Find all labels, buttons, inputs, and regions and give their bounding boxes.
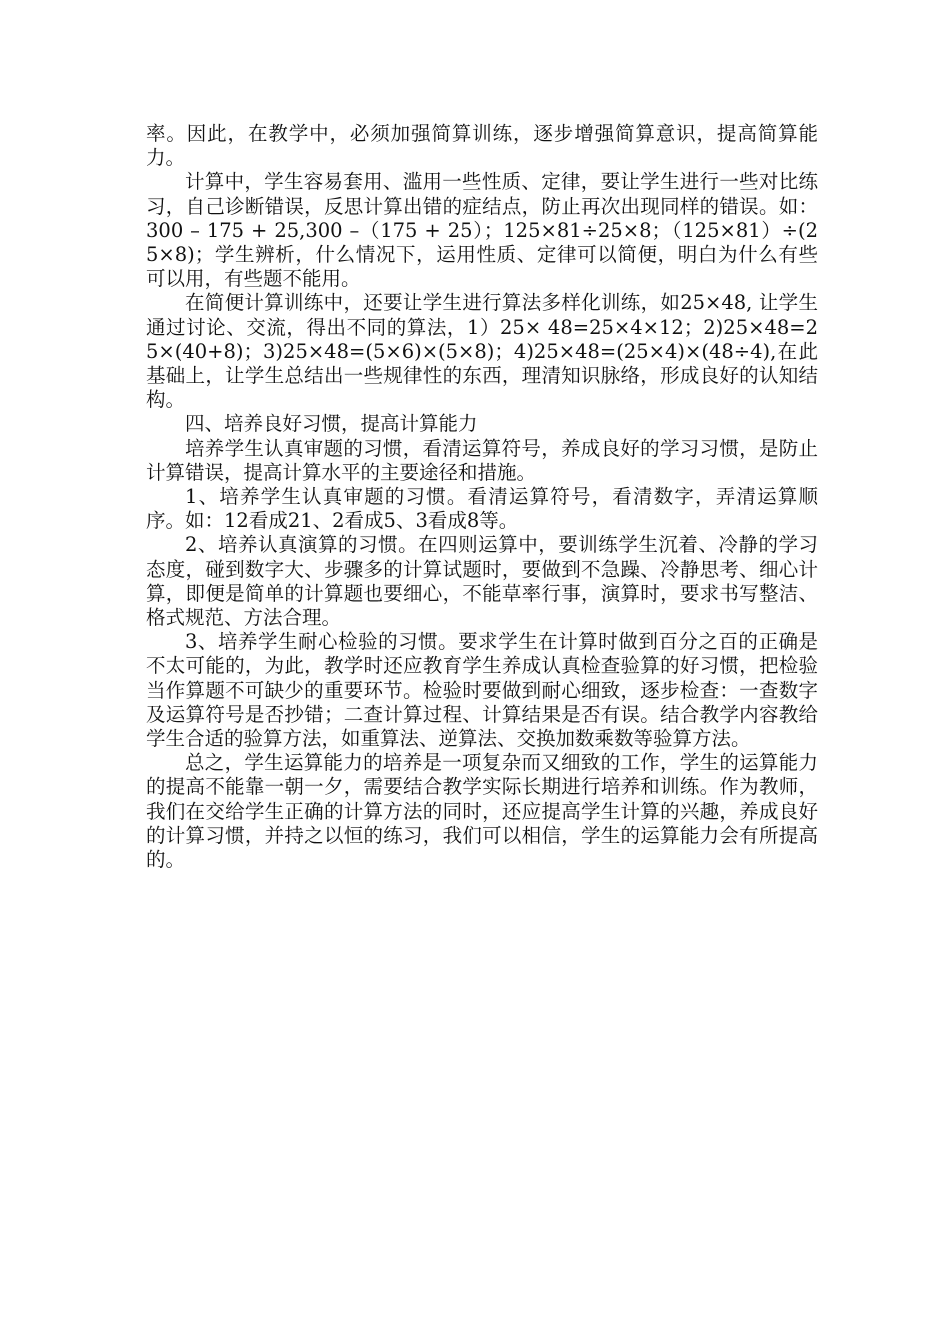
paragraph-habit-3: 3、培养学生耐心检验的习惯。要求学生在计算时做到百分之百的正确是不太可能的，为此，教学时还应教育学生养成认真检查验算的好习惯，把检验当作算题不可缺少的重要环节。检验时要做到耐心细致，逐步检查：一查数字及运算符号是否抄错；二查计算过程、计算结果是否有误。结合教学内容教给学生合适的验算方法，如重算法、逆算法、交换加数乘数等验算方法。 xyxy=(146,630,818,751)
paragraph-habit-2: 2、培养认真演算的习惯。在四则运算中，要训练学生沉着、冷静的学习态度，碰到数字大、步骤多的计算试题时，要做到不急躁、冷静思考、细心计算，即便是简单的计算题也要细心，不能草率行事，演算时，要求书写整洁、格式规范、方法合理。 xyxy=(146,533,818,630)
paragraph-contrast-practice: 计算中，学生容易套用、滥用一些性质、定律，要让学生进行一些对比练习，自己诊断错误，反思计算出错的症结点，防止再次出现同样的错误。如：300 – 175 + 25,300 –（175 + 25）；125×81÷25×8；（125×81）÷(25×8)；学生辨析，什么情况下，运用性质、定律可以简便，明白为什么有些可以用，有些题不能用。 xyxy=(146,170,818,291)
paragraph-habits-intro: 培养学生认真审题的习惯，看清运算符号，养成良好的学习习惯，是防止计算错误，提高计算水平的主要途径和措施。 xyxy=(146,436,818,484)
paragraph-conclusion: 总之，学生运算能力的培养是一项复杂而又细致的工作，学生的运算能力的提高不能靠一朝一夕，需要结合教学实际长期进行培养和训练。作为教师，我们在交给学生正确的计算方法的同时，还应提高学生计算的兴趣，养成良好的计算习惯，并持之以恒的练习，我们可以相信，学生的运算能力会有所提高的。 xyxy=(146,751,818,872)
paragraph-habit-1: 1、培养学生认真审题的习惯。看清运算符号，看清数字，弄清运算顺序。如：12看成21、2看成5、3看成8等。 xyxy=(146,485,818,533)
document-page xyxy=(146,122,818,872)
paragraph-algorithm-diversity: 在简便计算训练中，还要让学生进行算法多样化训练，如25×48, 让学生通过讨论、交流，得出不同的算法，1）25× 48=25×4×12；2)25×48=25×(40+8)；3)25×48=(5×6)×(5×8)；4)25×48=(25×4)×(48÷4),在此基础上，让学生总结出一些规律性的东西，理清知识脉络，形成良好的认知结构。 xyxy=(146,291,818,412)
paragraph-continuation: 率。因此，在教学中，必须加强简算训练，逐步增强简算意识，提高简算能力。 xyxy=(146,122,818,170)
section-heading-habits: 四、培养良好习惯，提高计算能力 xyxy=(185,412,478,436)
